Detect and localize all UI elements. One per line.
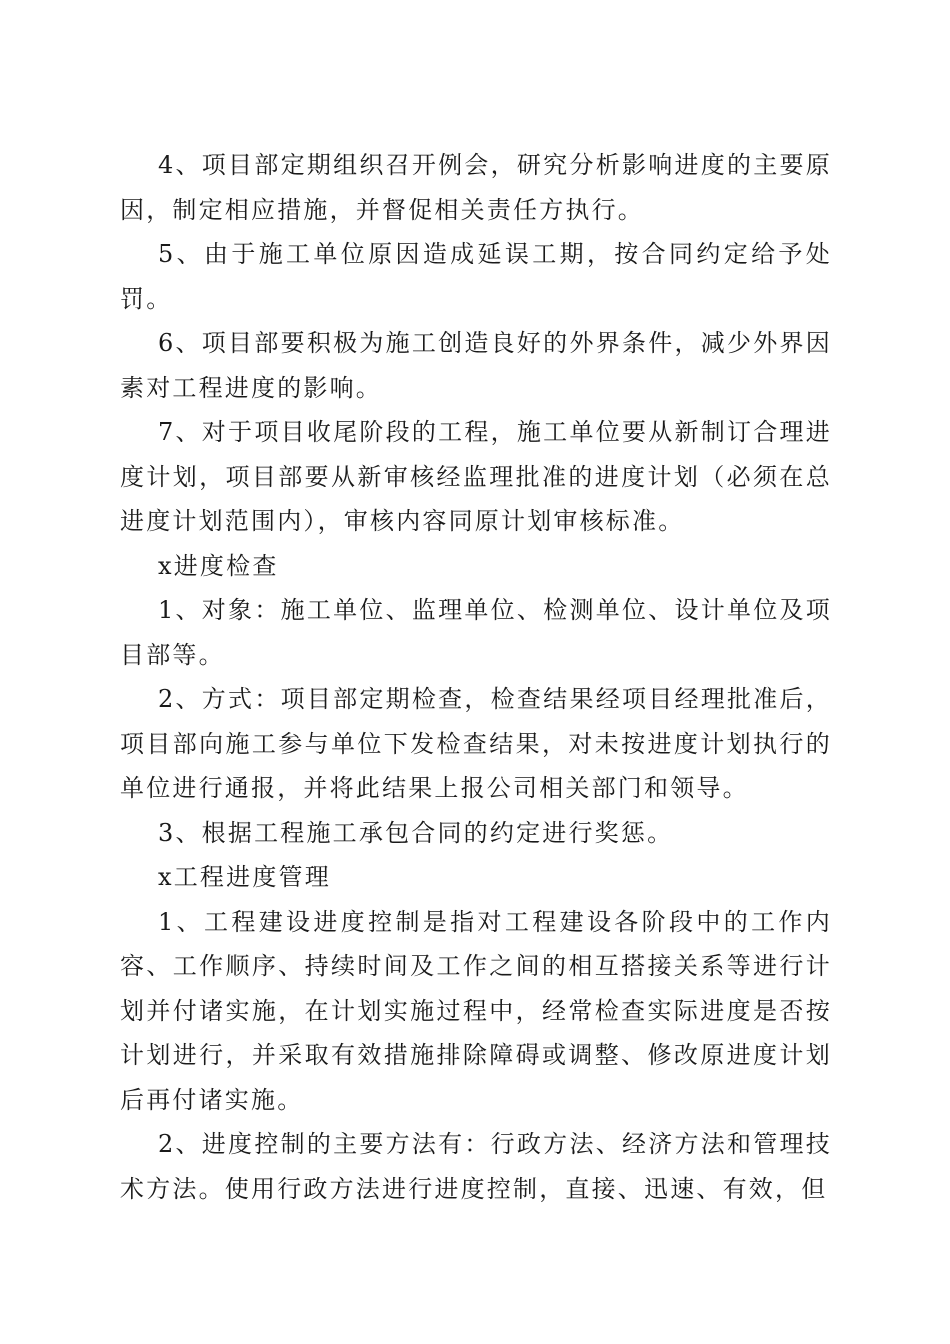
paragraph-rewards-penalties: 3、根据工程施工承包合同的约定进行奖惩。 [158, 818, 674, 847]
section-heading-progress-inspection: x进度检查 [158, 551, 279, 580]
paragraph-item-5-penalty: 5、由于施工单位原因造成延误工期，按合同约定给予处罚。 [120, 240, 832, 313]
paragraph-progress-control-methods: 2、进度控制的主要方法有：行政方法、经济方法和管理技术方法。使用行政方法进行进度控制，直接、迅速、有效，但 [120, 1130, 832, 1203]
document-body [120, 143, 832, 1211]
paragraph-item-7-closing-stage: 7、对于项目收尾阶段的工程，施工单位要从新制订合理进度计划，项目部要从新审核经监理批准的进度计划（必须在总进度计划范围内），审核内容同原计划审核标准。 [120, 418, 832, 535]
paragraph-inspection-targets: 1、对象：施工单位、监理单位、检测单位、设计单位及项目部等。 [120, 596, 832, 669]
paragraph-item-6-external-conditions: 6、项目部要积极为施工创造良好的外界条件，减少外界因素对工程进度的影响。 [120, 329, 832, 402]
paragraph-inspection-method: 2、方式：项目部定期检查，检查结果经项目经理批准后，项目部向施工参与单位下发检查结果，对未按进度计划执行的单位进行通报，并将此结果上报公司相关部门和领导。 [120, 685, 832, 802]
paragraph-progress-control-definition: 1、工程建设进度控制是指对工程建设各阶段中的工作内容、工作顺序、持续时间及工作之间的相互搭接关系等进行计划并付诸实施，在计划实施过程中，经常检查实际进度是否按计划进行，并采取有效措施排除障碍或调整、修改原进度计划后再付诸实施。 [120, 907, 832, 1114]
paragraph-item-4-weekly-meeting: 4、项目部定期组织召开例会，研究分析影响进度的主要原因，制定相应措施，并督促相关责任方执行。 [120, 151, 832, 224]
section-heading-progress-management: x工程进度管理 [158, 863, 331, 891]
